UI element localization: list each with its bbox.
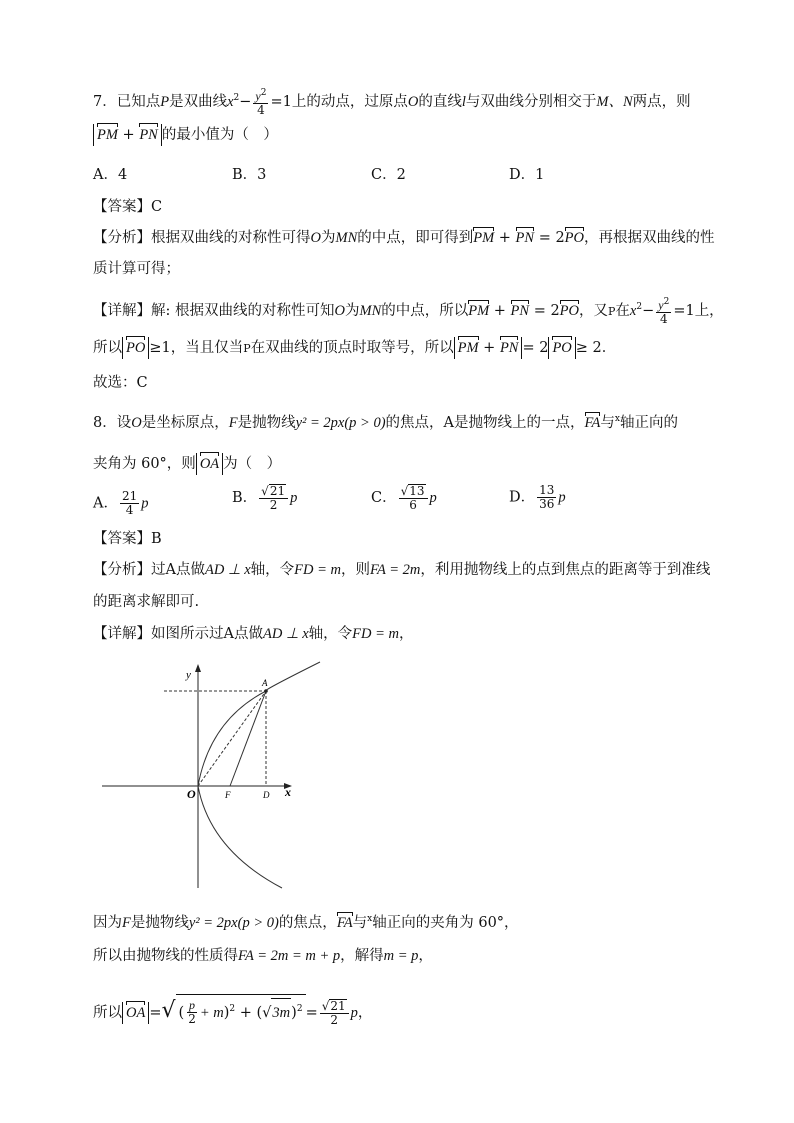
vec-pm: PM — [97, 124, 118, 146]
text: ，又 — [579, 303, 609, 319]
y-label: y — [186, 669, 191, 681]
var-o: O — [334, 303, 345, 319]
frac-den: 4 — [659, 312, 668, 326]
q7-option-b: B．3 — [232, 167, 267, 183]
vec-fa: FA — [336, 914, 353, 931]
plus: + — [498, 230, 511, 246]
dashed-oa — [198, 691, 266, 786]
var-p: p — [290, 490, 298, 506]
q7-text: 的直线 — [418, 94, 462, 110]
fd-eq: FD = m — [294, 562, 341, 578]
fa-eq: FA = 2m = m + p — [238, 948, 341, 964]
var-x: x — [614, 414, 620, 424]
eq: =1 — [673, 303, 695, 319]
frac-num: 13 — [539, 483, 555, 497]
text: 轴正向的 — [619, 414, 678, 431]
eq: = 2 — [522, 340, 549, 356]
vec-po: PO — [126, 337, 145, 359]
vec-pn: PN — [500, 337, 519, 359]
q8-so — [93, 946, 433, 966]
frac-den: 2 — [188, 1012, 196, 1027]
eq: = 2 — [533, 303, 560, 319]
q7-var-l: l — [461, 94, 466, 110]
q8-final: 所以 OA =√ ( $\frac{p}{2}$ + $m)^2 + (√3m)^2$ = $\frac{√21}{2}$ p， — [93, 994, 372, 1027]
parabola-curve — [198, 662, 320, 888]
text: 轴正向的夹角为 60°， — [372, 914, 519, 931]
frac-den: 2 — [330, 1012, 338, 1027]
vec-oa: OA — [200, 453, 219, 475]
q7-analysis — [93, 228, 715, 248]
q8-option-b: B． $\frac{√21}{2}$ p — [232, 484, 298, 512]
q7-text: 与双曲线分别相交于 — [465, 94, 597, 110]
sqrt3m: 3m — [271, 998, 291, 1027]
abs-pm-pn — [454, 337, 523, 359]
q7-abs-pm-pn — [93, 124, 162, 146]
frac-num: y — [255, 89, 261, 103]
vec-po: PO — [552, 337, 571, 359]
q7-line2 — [93, 124, 278, 146]
text: 与 — [352, 914, 368, 931]
vec-pn: PN — [139, 124, 158, 146]
fraction — [656, 296, 671, 326]
text: 是抛物线 — [237, 414, 296, 431]
x-label: x — [285, 785, 291, 799]
o-label: O — [187, 787, 196, 801]
var-p: p — [141, 495, 149, 512]
text: 轴，令 — [308, 626, 353, 642]
text: 上， — [694, 303, 724, 319]
text: ，则 — [340, 562, 370, 578]
eq: = 2 — [538, 230, 565, 246]
abs-po-2 — [548, 337, 575, 359]
eq: = — [149, 1004, 162, 1021]
ad-perp: AD ⊥ x — [204, 562, 251, 578]
fa-eq: FA = 2m — [369, 562, 421, 578]
q7-var-o: O — [407, 94, 419, 110]
text: 为（ ） — [223, 456, 282, 472]
sqrt-expr: ( $\frac{p}{2}$ + $m)^2 + (√3m)^2$ — [176, 994, 306, 1027]
parabola-eq: y² = 2px(p > 0) — [295, 414, 386, 431]
plus: + — [122, 127, 135, 143]
text: 为 — [344, 303, 360, 319]
frac-sup: 2 — [663, 297, 670, 307]
q7-fraction — [253, 87, 268, 117]
detail-label: 【详解】 — [93, 303, 151, 319]
q7-var-x: x — [227, 94, 234, 110]
text: 8．设 — [93, 414, 132, 431]
frac-sup: 2 — [260, 88, 267, 98]
sqrt-value: 21 — [269, 484, 286, 498]
sup: 2 — [636, 302, 643, 313]
option-label: D． — [509, 489, 536, 506]
eq: = — [305, 1004, 318, 1021]
sup: 2 — [229, 1004, 236, 1014]
q7-option-c: C．2 — [371, 167, 406, 183]
ad-perp: AD ⊥ x — [262, 626, 309, 642]
q8-answer: 【答案】B — [93, 531, 162, 547]
text: 的焦点，A是抛物线上的一点， — [385, 414, 585, 431]
text: 为 — [320, 230, 336, 246]
q7-minus: − — [239, 94, 252, 110]
vec-pm: PM — [468, 303, 490, 319]
q8-option-d — [509, 484, 566, 511]
q8-analysis-line2: 的距离求解即可. — [93, 594, 200, 610]
text: 的中点，即可得到 — [357, 230, 474, 246]
q8-analysis — [93, 560, 710, 580]
period: ． — [601, 340, 617, 356]
var-p: p — [558, 489, 566, 506]
q7-line1 — [93, 87, 691, 117]
q8-option-c: C． $\frac{√13}{6}$ p — [371, 484, 437, 512]
text: 是坐标原点， — [141, 414, 229, 431]
fd-eq: FD = m — [352, 626, 399, 642]
frac-num: p — [189, 998, 196, 1013]
q8-line1 — [93, 409, 678, 433]
y-axis-arrow — [195, 664, 201, 672]
var-p: p — [350, 1004, 358, 1021]
text: 在双曲线的顶点时取等号，所以 — [250, 340, 454, 356]
sup: 2 — [296, 1004, 303, 1014]
text: 所以由抛物线的性质得 — [93, 948, 238, 964]
sqrt-value: 13 — [409, 484, 425, 498]
option-label: A． — [93, 495, 118, 512]
var-f: F — [228, 414, 238, 431]
q7-var-p: P — [160, 94, 170, 110]
text: 的中点，所以 — [381, 303, 469, 319]
q8-option-a — [93, 490, 149, 517]
text: ， — [398, 626, 414, 642]
text: 夹角为 60°，则 — [93, 456, 196, 472]
text: 过A点做 — [151, 562, 205, 578]
vec-fa: FA — [584, 414, 601, 431]
vec-po: PO — [564, 230, 585, 246]
q7-analysis-line2: 质计算可得； — [93, 261, 180, 277]
q8-because — [93, 909, 519, 933]
var-mn: MN — [335, 230, 358, 246]
f-label: F — [225, 790, 231, 800]
frac-num: 21 — [121, 489, 138, 503]
text: 是抛物线 — [130, 914, 189, 931]
q8-line2 — [93, 453, 281, 475]
q7-text: 两点，则 — [632, 94, 691, 110]
ge: ≥ 2 — [575, 340, 602, 356]
a-label: A — [262, 678, 268, 688]
text: ， — [418, 948, 433, 964]
minus: − — [642, 303, 655, 319]
d-label: D — [263, 790, 270, 800]
text: 如图所示过A点做 — [151, 626, 263, 642]
q7-text: 是双曲线 — [169, 94, 228, 110]
analysis-label: 【分析】 — [93, 230, 151, 246]
var-mn: MN — [359, 303, 382, 319]
analysis-label: 【分析】 — [93, 562, 151, 578]
text: 轴，令 — [250, 562, 295, 578]
q7-text: 7．已知点 — [93, 94, 161, 110]
abs-po — [122, 337, 149, 359]
vec-pn: PN — [515, 230, 535, 246]
vec-po: PO — [559, 303, 580, 319]
q8-detail — [93, 624, 413, 644]
plus: + — [493, 303, 506, 319]
text: ，当且仅当 — [170, 340, 244, 356]
frac-den: 36 — [539, 497, 555, 511]
frac-den: 4 — [257, 103, 265, 117]
var-f: F — [122, 914, 131, 931]
abs-oa — [196, 453, 223, 475]
plus-m: + m — [199, 1004, 224, 1021]
var-p: p — [429, 490, 437, 506]
text: 与 — [600, 414, 615, 431]
text: ，利用抛物线上的点到焦点的距离等于到准线 — [420, 562, 711, 578]
var-o: O — [131, 414, 142, 431]
var-p: P — [243, 342, 251, 355]
q7-answer: 【答案】C — [93, 199, 163, 215]
vec-pn: PN — [510, 303, 530, 319]
option-label: C． — [371, 490, 397, 506]
vec-pm: PM — [473, 230, 495, 246]
q7-choose: 故选：C — [93, 375, 148, 391]
q7-option-a: A．4 — [93, 167, 128, 183]
detail-label: 【详解】 — [93, 626, 151, 642]
q7-var-mn: M、N — [596, 94, 633, 110]
frac-den: 2 — [269, 498, 278, 512]
q7-text: 上的动点，过原点 — [291, 94, 408, 110]
text: 的焦点， — [278, 914, 337, 931]
var-o: O — [310, 230, 321, 246]
text: 因为 — [93, 914, 122, 931]
text: 根据双曲线的对称性可得 — [151, 230, 311, 246]
ge: ≥1 — [149, 340, 171, 356]
q7-detail-line2 — [93, 337, 616, 359]
q7-detail — [93, 296, 724, 326]
frac-num: y — [658, 298, 664, 312]
sqrt-value: 21 — [330, 998, 346, 1013]
m-eq: m = p — [383, 948, 419, 964]
var-p: P — [608, 305, 616, 318]
var-x: x — [367, 914, 373, 924]
frac-den: 4 — [125, 503, 134, 517]
point-a — [264, 689, 268, 693]
comma: ， — [357, 1004, 373, 1021]
q7-option-d: D．1 — [509, 167, 545, 183]
option-label: B． — [232, 490, 258, 506]
frac-den: 6 — [409, 498, 417, 512]
parabola-figure — [100, 660, 330, 895]
plus: + — [483, 340, 496, 356]
q7-text: 的最小值为（ ） — [161, 127, 278, 143]
vec-pm: PM — [458, 337, 479, 359]
q7-sup: 2 — [233, 93, 240, 104]
text: 在 — [615, 303, 630, 319]
text: 解: 根据双曲线的对称性可知 — [151, 303, 335, 319]
abs-oa — [122, 1002, 149, 1024]
q7-eq: =1 — [270, 94, 292, 110]
parabola-eq: y² = 2px(p > 0) — [188, 914, 279, 931]
segment-fa — [230, 691, 266, 786]
text: 所以 — [93, 340, 122, 356]
text: ，再根据双曲线的性 — [584, 230, 715, 246]
text: 所以 — [93, 1004, 122, 1021]
var-x: x — [629, 303, 637, 319]
vec-oa: OA — [126, 1002, 145, 1024]
text: ，解得 — [340, 948, 384, 964]
